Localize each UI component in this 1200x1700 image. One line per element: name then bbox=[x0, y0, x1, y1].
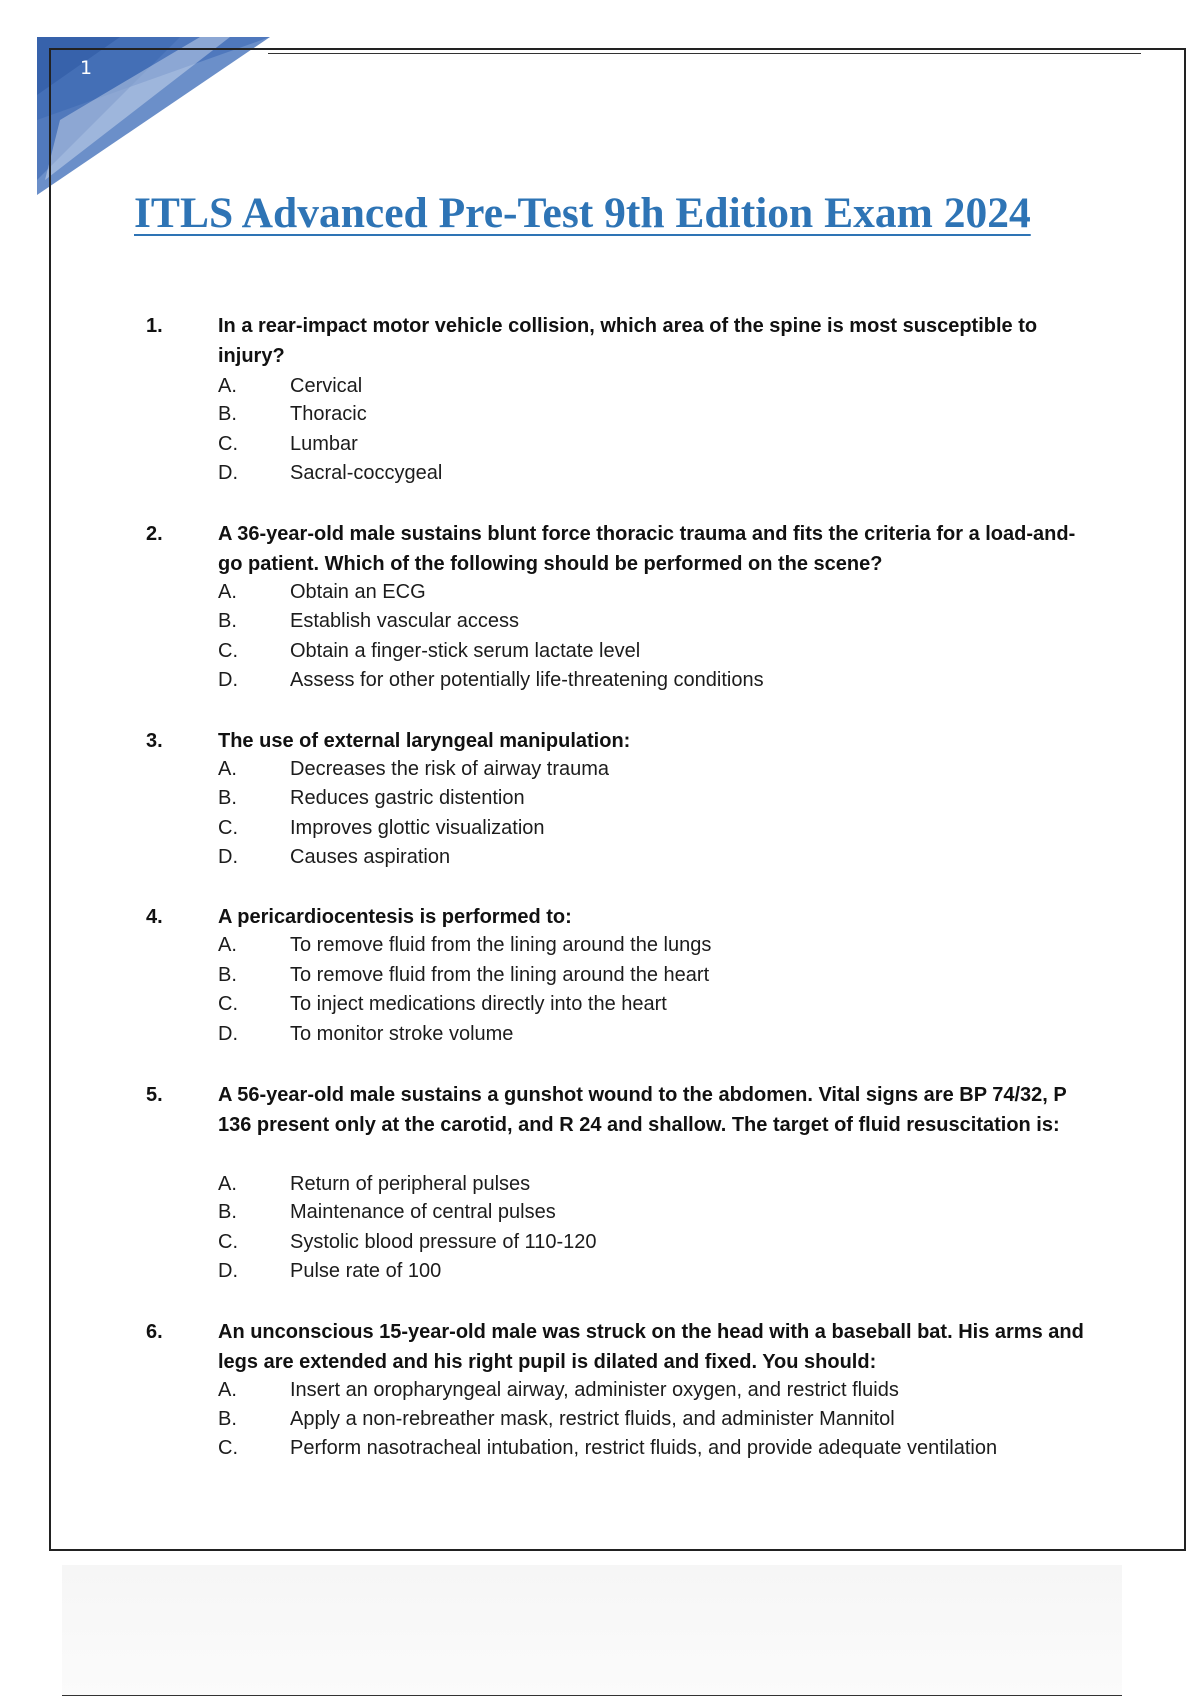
option-letter: C. bbox=[218, 993, 238, 1015]
option bbox=[0, 1376, 1200, 1405]
option-letter: A. bbox=[218, 1173, 237, 1195]
option bbox=[0, 578, 1200, 607]
option-letter: D. bbox=[218, 1023, 238, 1045]
option bbox=[0, 1257, 1200, 1286]
option-text: Thoracic bbox=[290, 403, 367, 425]
option bbox=[0, 1198, 1200, 1227]
option-letter: B. bbox=[218, 610, 237, 632]
option-text: Systolic blood pressure of 110-120 bbox=[290, 1231, 597, 1253]
option-text: Reduces gastric distention bbox=[290, 787, 525, 809]
option-letter: D. bbox=[218, 669, 238, 691]
question-text: A pericardiocentesis is performed to: bbox=[218, 906, 572, 928]
option-letter: B. bbox=[218, 787, 237, 809]
option bbox=[0, 372, 1200, 401]
option-letter: B. bbox=[218, 1408, 237, 1430]
option bbox=[0, 1170, 1200, 1199]
question-number: 4. bbox=[146, 906, 163, 928]
question-number: 2. bbox=[146, 523, 163, 545]
option bbox=[0, 430, 1200, 459]
option-letter: A. bbox=[218, 375, 237, 397]
question-number: 6. bbox=[146, 1321, 163, 1343]
option-text: Establish vascular access bbox=[290, 610, 519, 632]
option-text: Perform nasotracheal intubation, restrict fluids, and provide adequate ventilation bbox=[290, 1437, 998, 1459]
question-number: 5. bbox=[146, 1084, 163, 1106]
option bbox=[0, 814, 1200, 843]
option-letter: A. bbox=[218, 1379, 237, 1401]
question-text: The use of external laryngeal manipulation: bbox=[218, 730, 631, 752]
option-letter: C. bbox=[218, 1231, 238, 1253]
option-letter: C. bbox=[218, 817, 238, 839]
option-letter: D. bbox=[218, 462, 238, 484]
question-text: An unconscious 15-year-old male was struck on the head with a baseball bat. His arms and legs are extended and his right pupil is dilated and fixed. You should: bbox=[218, 1321, 1084, 1373]
option-text: Insert an oropharyngeal airway, administer oxygen, and restrict fluids bbox=[290, 1379, 899, 1401]
header-rule bbox=[268, 53, 1141, 54]
option bbox=[0, 931, 1200, 960]
option bbox=[0, 961, 1200, 990]
option bbox=[0, 637, 1200, 666]
option-letter: A. bbox=[218, 758, 237, 780]
option bbox=[0, 843, 1200, 872]
question-number: 3. bbox=[146, 730, 163, 752]
question-text: A 56-year-old male sustains a gunshot wound to the abdomen. Vital signs are BP 74/32, P 136 present only at the carotid, and R 24 and shallow. The target of fluid resuscitation is: bbox=[218, 1084, 1067, 1136]
option-text: Maintenance of central pulses bbox=[290, 1201, 556, 1223]
question-number: 1. bbox=[146, 315, 163, 337]
next-page-preview bbox=[62, 1565, 1122, 1696]
option bbox=[0, 666, 1200, 695]
option-text: Apply a non-rebreather mask, restrict fluids, and administer Mannitol bbox=[290, 1408, 895, 1430]
option-letter: B. bbox=[218, 964, 237, 986]
option-letter: A. bbox=[218, 934, 237, 956]
question-text: In a rear-impact motor vehicle collision, which area of the spine is most susceptible to injury? bbox=[218, 315, 1038, 367]
option-text: To inject medications directly into the heart bbox=[290, 993, 667, 1015]
option-letter: A. bbox=[218, 581, 237, 603]
option-text: Pulse rate of 100 bbox=[290, 1260, 442, 1282]
option bbox=[0, 1228, 1200, 1257]
option bbox=[0, 400, 1200, 429]
option-letter: C. bbox=[218, 433, 238, 455]
option bbox=[0, 1020, 1200, 1049]
option-text: To remove fluid from the lining around the heart bbox=[290, 964, 710, 986]
option-letter: B. bbox=[218, 403, 237, 425]
option bbox=[0, 459, 1200, 488]
document-title: ITLS Advanced Pre-Test 9th Edition Exam 2024 bbox=[134, 189, 1031, 237]
option-letter: D. bbox=[218, 1260, 238, 1282]
option-letter: C. bbox=[218, 640, 238, 662]
option bbox=[0, 755, 1200, 784]
option-text: Return of peripheral pulses bbox=[290, 1173, 531, 1195]
option-text: Obtain a finger-stick serum lactate level bbox=[290, 640, 641, 662]
option bbox=[0, 990, 1200, 1019]
option-text: Decreases the risk of airway trauma bbox=[290, 758, 610, 780]
option bbox=[0, 784, 1200, 813]
option bbox=[0, 1434, 1200, 1463]
option-text: Sacral-coccygeal bbox=[290, 462, 443, 484]
option-text: Lumbar bbox=[290, 433, 358, 455]
option-text: Assess for other potentially life-threatening conditions bbox=[290, 669, 764, 691]
option bbox=[0, 1405, 1200, 1434]
option-text: Causes aspiration bbox=[290, 846, 451, 868]
question-text: A 36-year-old male sustains blunt force thoracic trauma and fits the criteria for a load-and-go patient. Which of the following should be performed on the scene? bbox=[218, 523, 1076, 575]
option-text: Obtain an ECG bbox=[290, 581, 426, 603]
option-text: To monitor stroke volume bbox=[290, 1023, 514, 1045]
option-letter: D. bbox=[218, 846, 238, 868]
option-text: To remove fluid from the lining around the lungs bbox=[290, 934, 712, 956]
option-letter: B. bbox=[218, 1201, 237, 1223]
option-letter: C. bbox=[218, 1437, 238, 1459]
option-text: Improves glottic visualization bbox=[290, 817, 545, 839]
option-text: Cervical bbox=[290, 375, 363, 397]
page-number: 1 bbox=[80, 57, 93, 79]
option bbox=[0, 607, 1200, 636]
